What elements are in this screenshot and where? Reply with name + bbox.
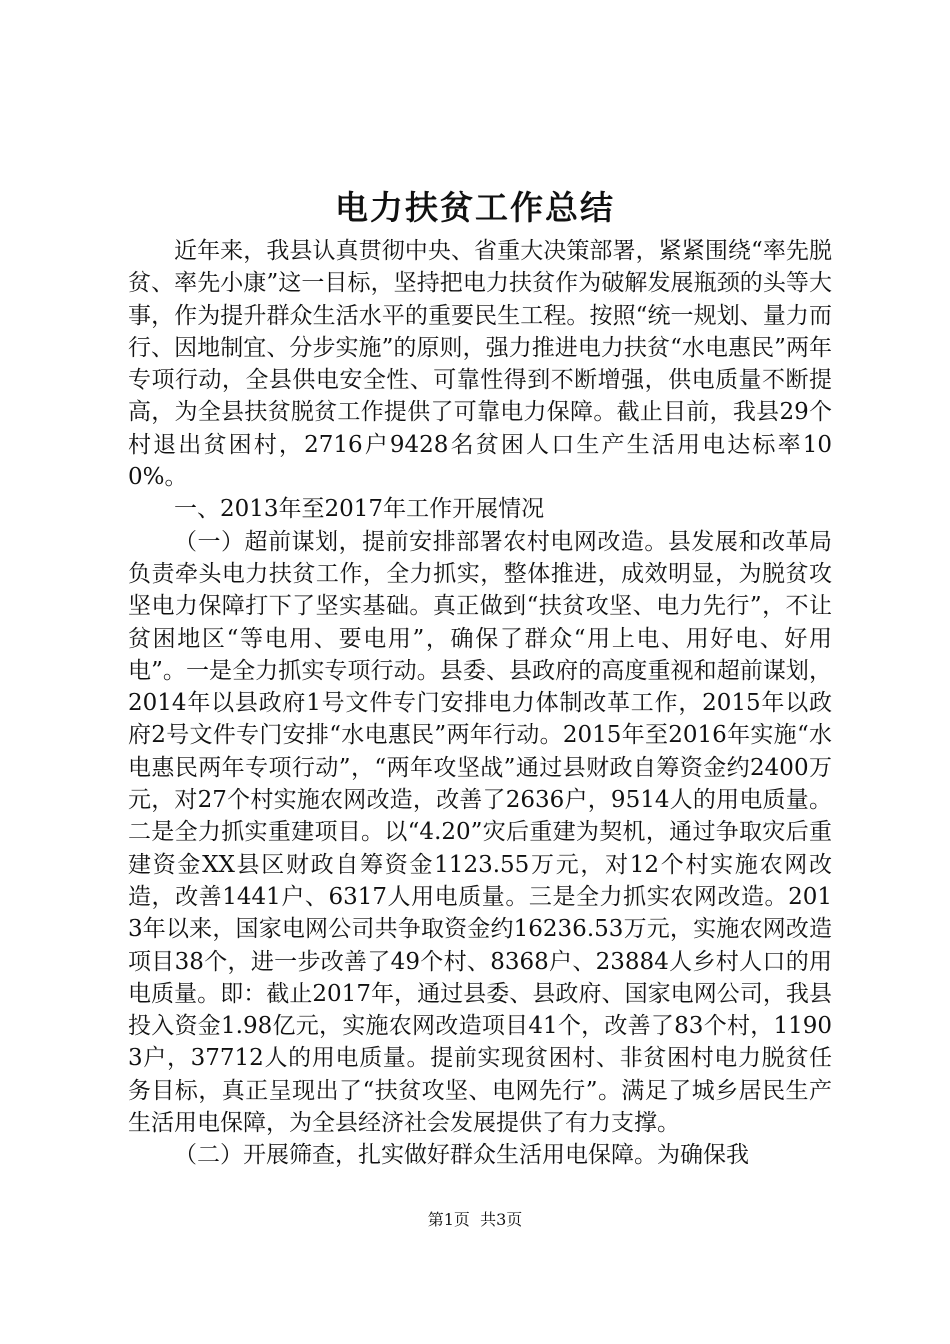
document-body (128, 235, 832, 1172)
paragraph-section-1: （一）超前谋划，提前安排部署农村电网改造。县发展和改革局负责牵头电力扶贫工作，全力抓实，整体推进，成效明显，为脱贫攻坚电力保障打下了坚实基础。真正做到“扶贫攻坚、电力先行”，不让贫困地区“等电用、要电用”，确保了群众“用上电、用好电、好用电”。一是全力抓实专项行动。县委、县政府的高度重视和超前谋划，2014年以县政府1号文件专门安排电力体制改革工作，2015年以政府2号文件专门安排“水电惠民”两年行动。2015年至2016年实施“水电惠民两年专项行动”，“两年攻坚战”通过县财政自筹资金约2400万元，对27个村实施农网改造，改善了2636户，9514人的用电质量。二是全力抓实重建项目。以“4.20”灾后重建为契机，通过争取灾后重建资金XX县区财政自筹资金1123.55万元，对12个村实施农网改造，改善1441户、6317人用电质量。三是全力抓实农网改造。2013年以来，国家电网公司共争取资金约16236.53万元，实施农网改造项目38个，进一步改善了49个村、8368户、23884人乡村人口的用电质量。即：截止2017年，通过县委、县政府、国家电网公司，我县投入资金1.98亿元，实施农网改造项目41个，改善了83个村，11903户，37712人的用电质量。提前实现贫困村、非贫困村电力脱贫任务目标，真正呈现出了“扶贫攻坚、电网先行”。满足了城乡居民生产生活用电保障，为全县经济社会发展提供了有力支撑。 (128, 528, 832, 1137)
document-title: 电力扶贫工作总结 (335, 188, 615, 227)
paragraph-section-2: （二）开展筛查，扎实做好群众生活用电保障。为确保我 (174, 1142, 749, 1169)
page-total: 共3页 (480, 1210, 523, 1229)
page-footer (0, 1208, 950, 1232)
section-heading: 一、2013年至2017年工作开展情况 (174, 496, 545, 523)
page-number: 第1页 (427, 1210, 470, 1229)
paragraph-intro: 近年来，我县认真贯彻中央、省重大决策部署，紧紧围绕“率先脱贫、率先小康”这一目标，坚持把电力扶贫作为破解发展瓶颈的头等大事，作为提升群众生活水平的重要民生工程。按照“统一规划、量力而行、因地制宜、分步实施”的原则，强力推进电力扶贫“水电惠民”两年专项行动，全县供电安全性、可靠性得到不断增强，供电质量不断提高，为全县扶贫脱贫工作提供了可靠电力保障。截止目前，我县29个村退出贫困村，2716户9428名贫困人口生产生活用电达标率100%。 (128, 238, 832, 491)
